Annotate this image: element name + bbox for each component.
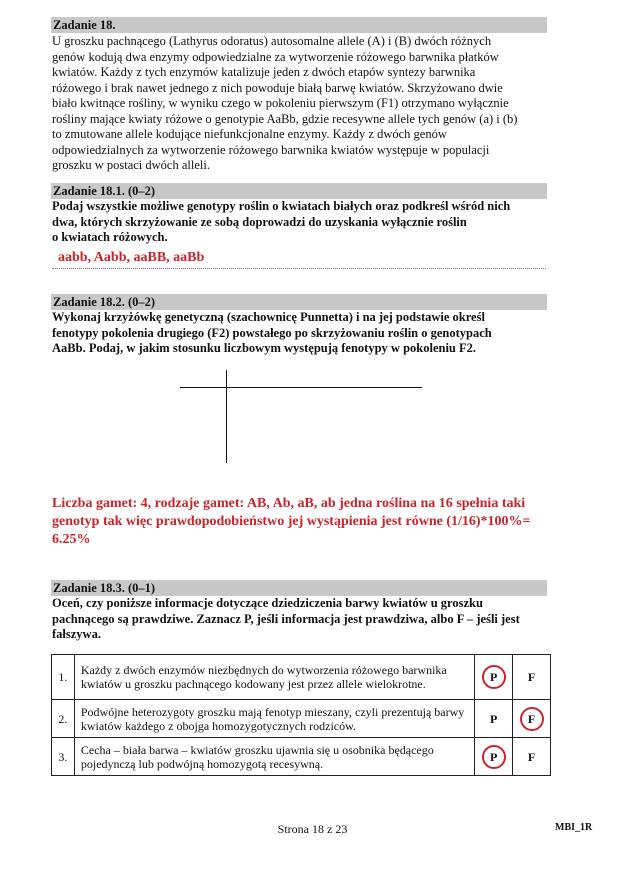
row-statement: Każdy z dwóch enzymów niezbędnych do wytworzenia różowego barwnika kwiatów u groszku pachnącego kodowany jest przez allele wielokrotne. (74, 655, 474, 700)
task18-2-line: fenotypy pokolenia drugiego (F2) powstałego po skrzyżowaniu roślin o genotypach (52, 325, 492, 340)
task18-2-answer-line: 6.25% (52, 532, 91, 547)
task18-line: biało kwitnące rośliny, w wyniku czego w pokoleniu pierwszym (F1) otrzymano wyłącznie (52, 96, 509, 110)
task18-1-line: o kwiatach różowych. (52, 230, 168, 244)
row-statement: Podwójne heterozygoty groszku mają fenotyp mieszany, czyli prezentują barwy kwiatów każdego z obojga homozygotycznych rodziców. (74, 700, 474, 738)
task18-line: różowego i brak nawet jednego z nich powoduje białą barwę kwiatów. Skrzyżowano dwie (52, 80, 503, 95)
task18-3-header: Zadanie 18.3. (0–1) (51, 580, 547, 596)
exam-code: MBI_1R (555, 822, 593, 833)
row-number: 1. (52, 655, 75, 700)
option-f[interactable]: F (513, 655, 551, 700)
task18-2-line: AaBb. Podaj, w jakim stosunku liczbowym występują fenotypy w pokoleniu F2. (52, 341, 477, 355)
task18-3-line: pachnącego są prawdziwe. Zaznacz P, jeśli informacja jest prawdziwa, albo F – jeśli jest (52, 611, 520, 626)
task18-line: odpowiedzialnych za wytworzenie różowego barwnika kwiatów występuje w populacji (52, 142, 490, 157)
task18-2-text (52, 310, 546, 357)
row-statement: Cecha – biała barwa – kwiatów groszku ujawnia się u osobnika będącego pojedynczą lub podwójną homozygotą recesywną. (74, 738, 474, 776)
task18-line: rośliny mające kwiaty różowe o genotypie AaBb, gdzie recesywne allele tych genów (a) i (b) (52, 111, 518, 126)
task18-line: kwiatów. Każdy z tych enzymów katalizuje jeden z dwóch etapów syntezy barwnika (52, 65, 476, 79)
circled-answer-p[interactable]: P (482, 665, 506, 689)
circled-answer-f[interactable]: F (520, 707, 544, 731)
true-false-table (51, 654, 551, 776)
table-row (52, 655, 551, 700)
punnett-vertical-line (226, 370, 227, 463)
option-p[interactable] (475, 738, 513, 776)
task18-text (52, 34, 546, 174)
row-number: 3. (52, 738, 75, 776)
page-number: Strona 18 z 23 (277, 822, 348, 836)
option-p[interactable] (475, 655, 513, 700)
task18-1-header: Zadanie 18.1. (0–2) (51, 183, 547, 199)
punnett-horizontal-line (180, 387, 422, 388)
circled-answer-p[interactable]: P (482, 745, 506, 769)
task18-line: groszku w postaci dwóch alleli. (52, 158, 210, 172)
task18-header: Zadanie 18. (51, 17, 547, 33)
task18-2-answer-line: Liczba gamet: 4, rodzaje gamet: AB, Ab, aB, ab jedna roślina na 16 spełnia taki (52, 496, 526, 511)
table-row (52, 738, 551, 776)
task18-1-line: Podaj wszystkie możliwe genotypy roślin o kwiatach białych oraz podkreśl wśród nich (52, 199, 511, 213)
task18-1-text (52, 199, 546, 246)
task18-3-line: Oceń, czy poniższe informacje dotyczące dziedziczenia barwy kwiatów u groszku (52, 596, 483, 610)
option-p[interactable]: P (475, 700, 513, 738)
option-f[interactable] (513, 700, 551, 738)
table-row (52, 700, 551, 738)
option-f[interactable]: F (513, 738, 551, 776)
task18-1-answer: aabb, Aabb, aaBB, aaBb (52, 250, 546, 269)
task18-2-header: Zadanie 18.2. (0–2) (51, 294, 547, 310)
task18-1-line: dwa, których skrzyżowanie ze sobą doprowadzi do uzyskania wyłącznie roślin (52, 214, 467, 229)
task18-line: U groszku pachnącego (Lathyrus odoratus) autosomalne allele (A) i (B) dwóch różnych (52, 34, 492, 48)
task18-line: to zmutowane allele kodujące niefunkcjonalne enzymy. Każdy z dwóch genów (52, 127, 447, 141)
task18-3-line: fałszywa. (52, 627, 101, 641)
task18-line: genów kodują dwa enzymy odpowiedzialne za wytworzenie różowego barwnika płatków (52, 49, 499, 64)
task18-2-answer-line: genotyp tak więc prawdopodobieństwo jej wystąpienia jest równe (1/16)*100%= (52, 514, 531, 529)
task18-2-line: Wykonaj krzyżówkę genetyczną (szachownicę Punnetta) i na jej podstawie określ (52, 310, 485, 324)
row-number: 2. (52, 700, 75, 738)
task18-3-text (52, 596, 546, 643)
task18-2-answer (52, 495, 552, 549)
